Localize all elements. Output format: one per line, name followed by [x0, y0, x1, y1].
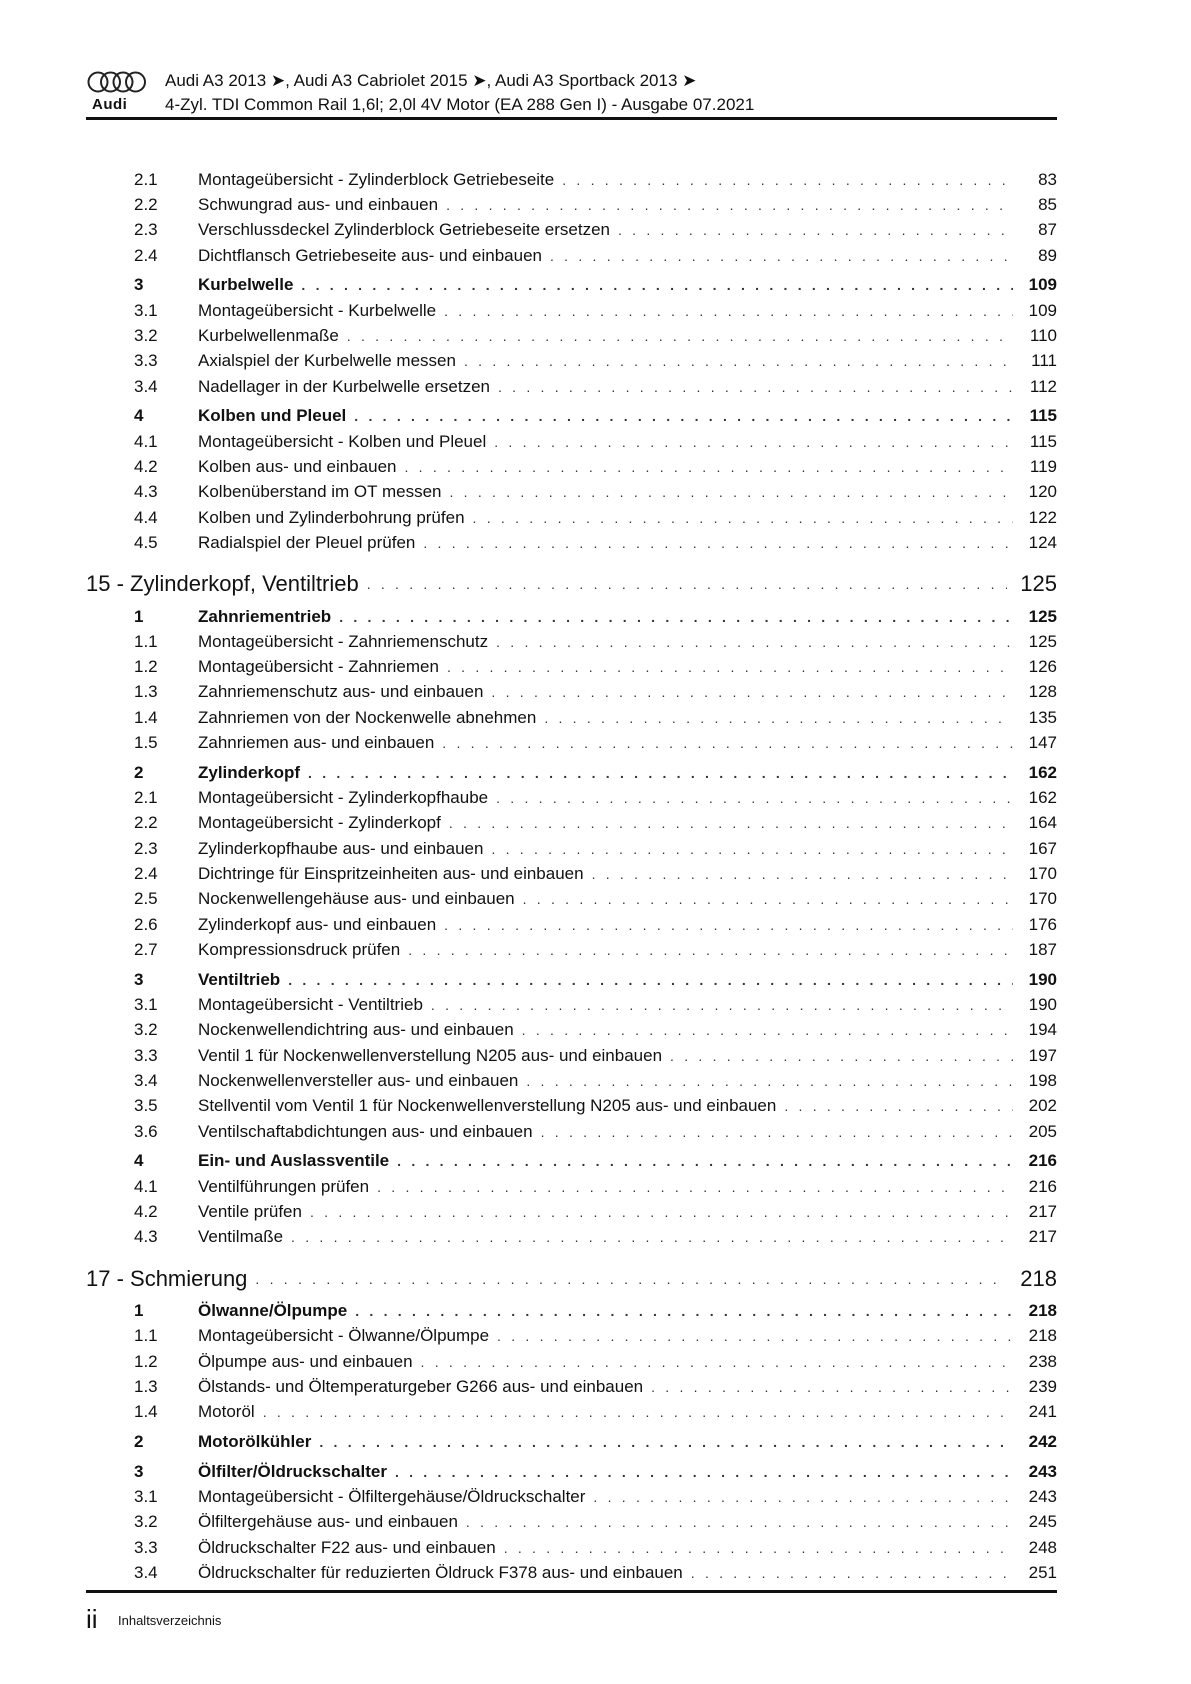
entry-number: 3.4 — [134, 1562, 158, 1582]
entry-page: 126 — [1028, 657, 1057, 677]
dot-leader — [395, 1464, 1013, 1480]
brand-name: Audi — [92, 96, 128, 113]
entry-number: 1 — [134, 1301, 144, 1321]
toc-entry[interactable] — [86, 937, 1057, 962]
entry-title: Ein- und Auslassventile — [198, 1151, 390, 1171]
toc-entry[interactable] — [86, 454, 1057, 479]
entry-number: 1.3 — [134, 1376, 158, 1396]
entry-title: Zylinderkopf aus- und einbauen — [198, 914, 437, 934]
dot-leader — [423, 535, 1013, 551]
entry-title: Ölpumpe aus- und einbauen — [198, 1351, 413, 1371]
toc-entry[interactable] — [86, 861, 1057, 886]
entry-title: Nockenwellendichtring aus- und einbauen — [198, 1020, 514, 1040]
header-engine: 4-Zyl. TDI Common Rail 1,6l; 2,0l 4V Motor (EA 288 Gen I) - Ausgabe 07.2021 — [165, 95, 755, 114]
entry-number: 2.5 — [134, 889, 158, 909]
toc-entry[interactable] — [86, 1119, 1057, 1144]
entry-page: 85 — [1038, 194, 1057, 214]
entry-number: 1 — [134, 606, 144, 626]
dot-leader — [405, 459, 1014, 475]
entry-title: Ölwanne/Ölpumpe — [198, 1301, 348, 1321]
entry-page: 194 — [1028, 1020, 1057, 1040]
entry-title: Montageübersicht - Ventiltrieb — [198, 995, 423, 1015]
toc-entry[interactable] — [86, 1043, 1057, 1068]
entry-title: Motoröl — [198, 1402, 255, 1422]
entry-page: 187 — [1028, 939, 1057, 959]
toc-entry[interactable] — [86, 505, 1057, 530]
entry-title: Dichtringe für Einspritzeinheiten aus- und einbauen — [198, 864, 584, 884]
entry-page: 109 — [1028, 300, 1057, 320]
entry-number: 1.2 — [134, 657, 158, 677]
entry-page: 124 — [1028, 532, 1057, 552]
entry-page: 198 — [1028, 1070, 1057, 1090]
toc-entry[interactable] — [86, 1199, 1057, 1224]
dot-leader — [522, 1022, 1013, 1038]
toc-entry[interactable] — [86, 1174, 1057, 1199]
entry-page: 162 — [1028, 788, 1057, 808]
entry-page: 164 — [1028, 813, 1057, 833]
entry-title: Montageübersicht - Zahnriemen — [198, 657, 439, 677]
entry-number: 4.1 — [134, 431, 158, 451]
dot-leader — [491, 684, 1013, 700]
entry-number: 4.3 — [134, 1227, 158, 1247]
entry-title: Ölfilter/Öldruckschalter — [198, 1461, 387, 1481]
dot-leader — [592, 866, 1013, 882]
entry-number: 3.2 — [134, 325, 158, 345]
entry-number: 3.3 — [134, 1537, 158, 1557]
entry-title: Kolben und Pleuel — [198, 406, 347, 426]
entry-page: 119 — [1029, 456, 1057, 476]
entry-number: 1.3 — [134, 682, 158, 702]
entry-title: Öldruckschalter für reduzierten Öldruck F378 aus- und einbauen — [198, 1562, 683, 1582]
footer-label: Inhaltsverzeichnis — [118, 1613, 222, 1628]
entry-number: 1.1 — [134, 1326, 158, 1346]
entry-page: 245 — [1028, 1512, 1057, 1532]
header-models: Audi A3 2013 ➤, Audi A3 Cabriolet 2015 ➤, Audi A3 Sportback 2013 ➤ — [165, 71, 697, 90]
toc-section[interactable] — [86, 967, 1057, 992]
entry-number: 1.5 — [134, 733, 158, 753]
entry-number: 3.6 — [134, 1121, 158, 1141]
entry-number: 3.4 — [134, 1070, 158, 1090]
toc-entry[interactable] — [86, 655, 1057, 680]
dot-leader — [444, 303, 1013, 319]
dot-leader — [263, 1404, 1013, 1420]
toc-entry[interactable] — [86, 480, 1057, 505]
toc-entry[interactable] — [86, 811, 1057, 836]
dot-leader — [255, 1271, 1007, 1287]
toc-section[interactable] — [86, 404, 1057, 429]
entry-page: 243 — [1028, 1487, 1057, 1507]
page-number: ii — [86, 1604, 98, 1634]
entry-title: Nockenwellengehäuse aus- und einbauen — [198, 889, 515, 909]
audi-rings-logo — [86, 70, 148, 94]
entry-number: 3.4 — [134, 376, 158, 396]
entry-number: 3 — [134, 1461, 144, 1481]
toc-entry[interactable] — [86, 323, 1057, 348]
toc-entry[interactable] — [86, 992, 1057, 1017]
entry-title: 17 - Schmierung — [86, 1265, 248, 1291]
entry-title: Ventilmaße — [198, 1227, 284, 1247]
dot-leader — [494, 434, 1013, 450]
entry-title: Kolben und Zylinderbohrung prüfen — [198, 507, 465, 527]
entry-number: 3.5 — [134, 1096, 158, 1116]
entry-title: Kompressionsdruck prüfen — [198, 939, 401, 959]
entry-page: 125 — [1020, 571, 1057, 597]
entry-title: Montageübersicht - Ölfiltergehäuse/Öldruckschalter — [198, 1487, 586, 1507]
entry-title: Montageübersicht - Zylinderblock Getriebeseite — [198, 169, 555, 189]
entry-number: 4.3 — [134, 482, 158, 502]
entry-page: 170 — [1028, 864, 1057, 884]
dot-leader — [442, 735, 1013, 751]
entry-page: 202 — [1028, 1096, 1057, 1116]
dot-leader — [526, 1073, 1013, 1089]
entry-page: 190 — [1028, 969, 1057, 989]
dot-leader — [504, 1540, 1013, 1556]
dot-leader — [550, 248, 1013, 264]
toc-entry[interactable] — [86, 680, 1057, 705]
entry-page: 218 — [1028, 1326, 1057, 1346]
dot-leader — [347, 328, 1013, 344]
entry-number: 2.3 — [134, 838, 158, 858]
entry-title: Motorölkühler — [198, 1432, 312, 1451]
toc-entry[interactable] — [86, 836, 1057, 861]
entry-page: 115 — [1029, 431, 1057, 451]
toc-entry[interactable] — [86, 429, 1057, 454]
dot-leader — [408, 942, 1013, 958]
dot-leader — [310, 1204, 1013, 1220]
dot-leader — [319, 1434, 1013, 1450]
toc-section[interactable] — [86, 273, 1057, 298]
entry-page: 170 — [1028, 889, 1057, 909]
entry-title: Axialspiel der Kurbelwelle messen — [198, 351, 456, 371]
entry-number: 4 — [134, 1151, 144, 1171]
entry-page: 176 — [1028, 914, 1057, 934]
toc-entry[interactable] — [86, 1484, 1057, 1509]
entry-page: 122 — [1028, 507, 1057, 527]
entry-number: 4.2 — [134, 1201, 158, 1221]
entry-number: 3 — [134, 275, 144, 295]
toc-section[interactable] — [86, 760, 1057, 785]
toc-chapter[interactable] — [86, 569, 1057, 599]
dot-leader — [497, 1328, 1013, 1344]
toc-section[interactable] — [86, 1459, 1057, 1484]
entry-title: Kurbelwellenmaße — [198, 325, 339, 345]
entry-title: Montageübersicht - Ölwanne/Ölpumpe — [198, 1326, 490, 1346]
toc-entry[interactable] — [86, 786, 1057, 811]
entry-title: Stellventil vom Ventil 1 für Nockenwellenverstellung N205 aus- und einbauen — [198, 1096, 777, 1116]
entry-number: 3.1 — [134, 995, 158, 1015]
dot-leader — [308, 765, 1013, 781]
toc-section[interactable] — [86, 1429, 1057, 1454]
entry-page: 125 — [1028, 606, 1057, 626]
entry-title: Zahnriemen von der Nockenwelle abnehmen — [198, 707, 537, 727]
entry-number: 2.2 — [134, 194, 158, 214]
toc-entry[interactable] — [86, 349, 1057, 374]
dot-leader — [354, 408, 1013, 424]
dot-leader — [541, 1124, 1013, 1140]
dot-leader — [784, 1098, 1013, 1114]
dot-leader — [670, 1048, 1013, 1064]
entry-page: 241 — [1028, 1402, 1057, 1422]
entry-page: 167 — [1028, 838, 1057, 858]
entry-number: 2.1 — [134, 169, 158, 189]
toc-entry[interactable] — [86, 374, 1057, 399]
entry-page: 128 — [1028, 682, 1057, 702]
entry-page: 110 — [1029, 325, 1057, 345]
toc-entry[interactable] — [86, 1225, 1057, 1250]
entry-number: 2 — [134, 762, 144, 782]
entry-title: Nockenwellenversteller aus- und einbauen — [198, 1070, 519, 1090]
entry-number: 1.2 — [134, 1351, 158, 1371]
dot-leader — [496, 634, 1013, 650]
entry-title: Zylinderkopfhaube aus- und einbauen — [198, 838, 484, 858]
toc-section[interactable] — [86, 604, 1057, 629]
toc-entry[interactable] — [86, 705, 1057, 730]
dot-leader — [397, 1153, 1013, 1169]
entry-number: 3.2 — [134, 1020, 158, 1040]
entry-page: 238 — [1028, 1351, 1057, 1371]
entry-title: 15 - Zylinderkopf, Ventiltrieb — [86, 571, 359, 597]
entry-title: Nadellager in der Kurbelwelle ersetzen — [198, 376, 490, 396]
entry-number: 2.1 — [134, 788, 158, 808]
toc-entry[interactable] — [86, 887, 1057, 912]
dot-leader — [491, 841, 1013, 857]
entry-title: Montageübersicht - Zylinderkopfhaube — [198, 788, 489, 808]
toc-entry[interactable] — [86, 1510, 1057, 1535]
dot-leader — [473, 510, 1013, 526]
entry-page: 120 — [1028, 482, 1057, 502]
entry-title: Ventilführungen prüfen — [198, 1176, 370, 1196]
toc-entry[interactable] — [86, 629, 1057, 654]
entry-page: 251 — [1028, 1562, 1057, 1582]
entry-number: 1.4 — [134, 1402, 158, 1422]
entry-title: Radialspiel der Pleuel prüfen — [198, 532, 416, 552]
toc-section[interactable] — [86, 1149, 1057, 1174]
entry-title: Verschlussdeckel Zylinderblock Getriebeseite ersetzen — [198, 220, 610, 240]
entry-page: 83 — [1038, 169, 1057, 189]
entry-title: Ventilschaftabdichtungen aus- und einbauen — [198, 1121, 533, 1141]
toc-entry[interactable] — [86, 730, 1057, 755]
dot-leader — [544, 710, 1013, 726]
dot-leader — [421, 1354, 1013, 1370]
entry-number: 3.2 — [134, 1512, 158, 1532]
toc-entry[interactable] — [86, 1094, 1057, 1119]
entry-number: 2.7 — [134, 939, 158, 959]
entry-title: Montageübersicht - Kurbelwelle — [198, 300, 437, 320]
toc-entry[interactable] — [86, 1324, 1057, 1349]
entry-page: 115 — [1029, 406, 1057, 426]
toc-entry[interactable] — [86, 192, 1057, 217]
entry-title: Kolbenüberstand im OT messen — [198, 482, 442, 502]
entry-page: 87 — [1038, 220, 1057, 240]
dot-leader — [562, 172, 1013, 188]
entry-page: 190 — [1028, 995, 1057, 1015]
entry-number: 4 — [134, 406, 144, 426]
entry-page: 89 — [1038, 245, 1057, 265]
entry-title: Kolben aus- und einbauen — [198, 456, 397, 476]
dot-leader — [355, 1303, 1013, 1319]
entry-page: 218 — [1020, 1265, 1057, 1291]
toc-entry[interactable] — [86, 1560, 1057, 1585]
entry-title: Dichtflansch Getriebeseite aus- und einbauen — [198, 245, 542, 265]
entry-title: Zahnriemen aus- und einbauen — [198, 733, 435, 753]
dot-leader — [444, 917, 1013, 933]
toc-entry[interactable] — [86, 1349, 1057, 1374]
entry-number: 2 — [134, 1432, 144, 1451]
entry-number: 4.5 — [134, 532, 158, 552]
entry-number: 2.4 — [134, 245, 158, 265]
entry-number: 3.3 — [134, 1045, 158, 1065]
entry-page: 112 — [1029, 376, 1057, 396]
entry-title: Montageübersicht - Zylinderkopf — [198, 813, 441, 833]
entry-number: 4.4 — [134, 507, 158, 527]
dot-leader — [339, 609, 1013, 625]
toc-section[interactable] — [86, 1298, 1057, 1323]
toc-entry[interactable] — [86, 1535, 1057, 1560]
entry-title: Ölstands- und Öltemperaturgeber G266 aus- und einbauen — [198, 1376, 644, 1396]
entry-number: 3 — [134, 969, 144, 989]
entry-title: Ventile prüfen — [198, 1201, 302, 1221]
dot-leader — [496, 790, 1013, 806]
toc-entry[interactable] — [86, 218, 1057, 243]
dot-leader — [431, 997, 1013, 1013]
toc-entry[interactable] — [86, 1400, 1057, 1425]
toc-entry[interactable] — [86, 298, 1057, 323]
toc-entry[interactable] — [86, 167, 1057, 192]
entry-title: Zahnriemenschutz aus- und einbauen — [198, 682, 484, 702]
dot-leader — [447, 659, 1013, 675]
entry-number: 4.2 — [134, 456, 158, 476]
dot-leader — [446, 197, 1013, 213]
entry-page: 242 — [1028, 1432, 1057, 1451]
entry-page: 248 — [1028, 1537, 1057, 1557]
dot-leader — [651, 1379, 1013, 1395]
dot-leader — [291, 1229, 1013, 1245]
dot-leader — [464, 353, 1013, 369]
dot-leader — [523, 891, 1013, 907]
entry-number: 2.3 — [134, 220, 158, 240]
toc-entry[interactable] — [86, 243, 1057, 268]
entry-page: 217 — [1028, 1227, 1057, 1247]
header-divider — [86, 117, 1057, 120]
dot-leader — [288, 972, 1013, 988]
entry-title: Schwungrad aus- und einbauen — [198, 194, 439, 214]
entry-page: 125 — [1028, 631, 1057, 651]
toc-entry[interactable] — [86, 530, 1057, 555]
entry-title: Öldruckschalter F22 aus- und einbauen — [198, 1537, 496, 1557]
entry-title: Kurbelwelle — [198, 275, 294, 295]
dot-leader — [449, 815, 1013, 831]
entry-title: Montageübersicht - Kolben und Pleuel — [198, 431, 487, 451]
dot-leader — [593, 1489, 1013, 1505]
entry-title: Zahnriementrieb — [198, 606, 332, 626]
dot-leader — [691, 1565, 1013, 1581]
dot-leader — [466, 1514, 1013, 1530]
dot-leader — [498, 379, 1013, 395]
entry-title: Ventil 1 für Nockenwellenverstellung N205 aus- und einbauen — [198, 1045, 663, 1065]
toc-entry[interactable] — [86, 1068, 1057, 1093]
entry-number: 2.2 — [134, 813, 158, 833]
entry-number: 2.6 — [134, 914, 158, 934]
dot-leader — [618, 222, 1013, 238]
entry-page: 217 — [1028, 1201, 1057, 1221]
entry-title: Montageübersicht - Zahnriemenschutz — [198, 631, 489, 651]
entry-number: 1.4 — [134, 707, 158, 727]
entry-title: Ventiltrieb — [198, 969, 281, 989]
dot-leader — [367, 576, 1007, 592]
entry-page: 135 — [1028, 707, 1057, 727]
toc-entry[interactable] — [86, 1018, 1057, 1043]
entry-title: Ölfiltergehäuse aus- und einbauen — [198, 1512, 458, 1532]
entry-title: Zylinderkopf — [198, 762, 301, 782]
entry-number: 1.1 — [134, 631, 158, 651]
entry-page: 109 — [1028, 275, 1057, 295]
entry-number: 3.1 — [134, 300, 158, 320]
entry-page: 216 — [1028, 1176, 1057, 1196]
entry-number: 2.4 — [134, 864, 158, 884]
entry-page: 111 — [1031, 351, 1057, 371]
entry-number: 3.3 — [134, 351, 158, 371]
entry-page: 197 — [1028, 1045, 1057, 1065]
entry-page: 205 — [1028, 1121, 1057, 1141]
entry-page: 216 — [1028, 1151, 1057, 1171]
dot-leader — [449, 484, 1013, 500]
toc-entry[interactable] — [86, 912, 1057, 937]
entry-page: 239 — [1028, 1376, 1057, 1396]
entry-page: 243 — [1028, 1461, 1057, 1481]
entry-page: 218 — [1028, 1301, 1057, 1321]
entry-page: 147 — [1028, 733, 1057, 753]
entry-page: 162 — [1028, 762, 1057, 782]
entry-number: 4.1 — [134, 1176, 158, 1196]
footer-divider — [86, 1590, 1057, 1593]
entry-number: 3.1 — [134, 1487, 158, 1507]
toc-chapter[interactable] — [86, 1264, 1057, 1294]
dot-leader — [301, 277, 1013, 293]
dot-leader — [377, 1179, 1013, 1195]
table-of-contents — [86, 167, 1057, 1586]
toc-entry[interactable] — [86, 1374, 1057, 1399]
